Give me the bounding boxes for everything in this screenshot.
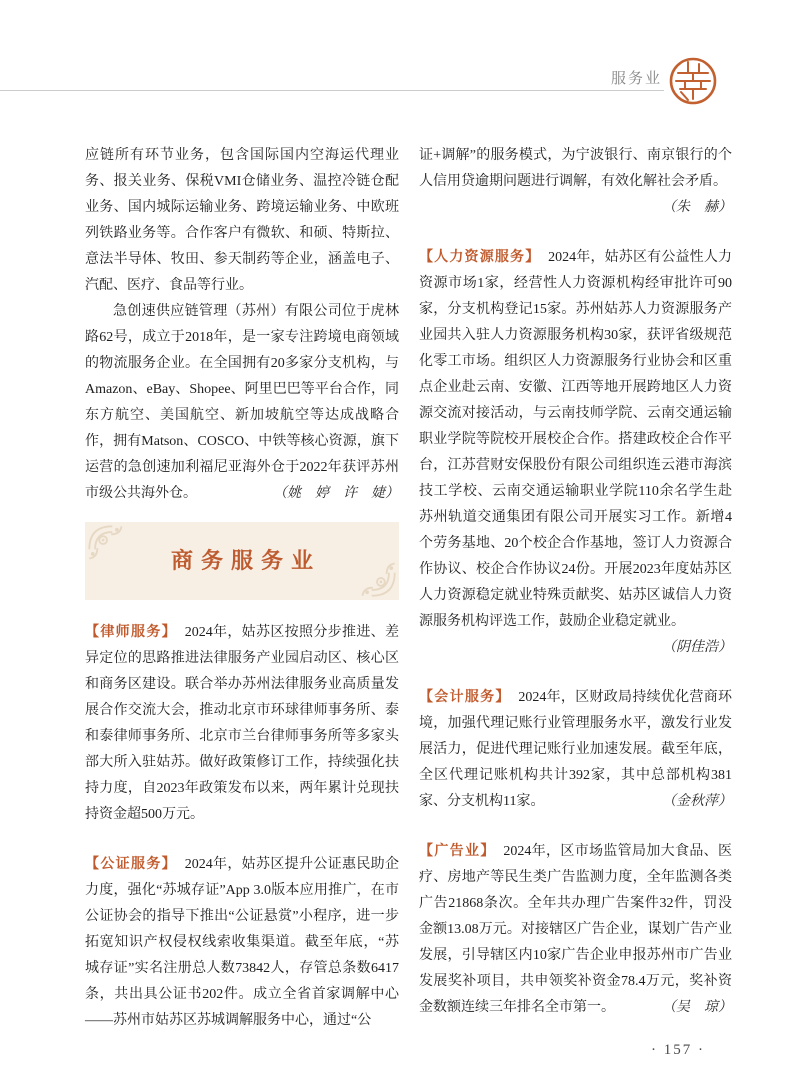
entry-text: 2024年，区市场监管局加大食品、医疗、房地产等民生类广告监测力度，全年监测各类广告21868条次。全年共办理广告案件32件，罚没金额13.08万元。对接辖区广告企业，谋划广告产业发展，引导辖区内10家广告企业申报苏州市广告业发展奖补项目，共申领奖补资金78.4万元，奖补资金数额连续三年排名全市第一。 bbox=[419, 844, 733, 1015]
running-title: 服务业 bbox=[610, 70, 662, 87]
entry-lawyer-services bbox=[85, 620, 399, 828]
paragraph-text: 证+调解”的服务模式，为宁波银行、南京银行的个人信用贷逾期问题进行调解，有效化解社会矛盾。 bbox=[419, 148, 732, 189]
entry-text: 2024年，区财政局持续优化营商环境，加强代理记账行业管理服务水平，激发行业发展活力，促进代理记账行业加速发展。截至年底，全区代理记账机构共计392家，其中总部机构381家、分支机构11家。 bbox=[419, 690, 733, 809]
corner-ornament-icon bbox=[87, 524, 133, 570]
header-rule bbox=[0, 90, 664, 91]
paragraph-text: 应链所有环节业务，包含国际国内空海运代理业务、报关业务、保税VMI仓储业务、温控冷链仓配业务、国内城际运输业务、跨境运输业务、中欧班列铁路业务等。合作客户有微软、和硕、特斯拉、意法半导体、牧田、参天制药等企业，涵盖电子、汽配、医疗、食品等行业。 bbox=[85, 148, 399, 293]
author-signature: （吴 琼） bbox=[662, 1000, 732, 1015]
entry-label: 【律师服务】 bbox=[85, 625, 177, 640]
page-number: · 157 · bbox=[651, 1042, 705, 1058]
chapter-seal-icon bbox=[668, 56, 718, 106]
corner-ornament-icon bbox=[351, 552, 397, 598]
right-column bbox=[419, 143, 732, 1021]
author-signature: （朱 赫） bbox=[662, 200, 732, 215]
left-column bbox=[85, 143, 399, 1034]
paragraph-continuation bbox=[85, 143, 399, 299]
section-title: 商务服务业 bbox=[170, 548, 321, 573]
author-signature: （金秋萍） bbox=[662, 794, 732, 809]
entry-label: 【公证服务】 bbox=[85, 857, 177, 872]
paragraph-company bbox=[85, 299, 399, 507]
entry-label: 【人力资源服务】 bbox=[419, 250, 541, 265]
entry-label: 【会计服务】 bbox=[419, 690, 511, 705]
author-signature: （阴佳浩） bbox=[662, 640, 732, 655]
entry-hr-services bbox=[419, 245, 732, 635]
paragraph-text: 急创速供应链管理（苏州）有限公司位于虎林路62号，成立于2018年，是一家专注跨境电商领域的物流服务企业。在全国拥有20多家分支机构，与Amazon、eBay、Shopee、阿里巴巴等平台合作，同东方航空、美国航空、新加坡航空等达成战略合作，拥有Matson、COSCO、中铁等核心资源，旗下运营的急创速加利福尼亚海外仓于2022年获评苏州市级公共海外仓。 bbox=[85, 304, 399, 501]
entry-advertising bbox=[419, 839, 732, 1021]
author-signature: （姚 婷 许 婕） bbox=[273, 486, 399, 501]
entry-text: 2024年，姑苏区有公益性人力资源市场1家，经营性人力资源机构经审批许可90家，分支机构登记15家。苏州姑苏人力资源服务产业园共入驻人力资源服务机构30家，获评省级规范化零工市场。组织区人力资源服务行业协会和区重点企业赴云南、安徽、江西等地开展跨地区人力资源交流对接活动，与云南技师学院、云南交通运输职业学院等院校开展校企合作。搭建政校企合作平台，江苏营财安保股份有限公司组织连云港市海滨技工学校、云南交通运输职业学院110余名学生赴苏州轨道交通集团有限公司开展实习工作。新增4个劳务基地、20个校企合作基地，签订人力资源合作协议、校企合作协议24份。开展2023年度姑苏区人力资源稳定就业特殊贡献奖、姑苏区诚信人力资源服务机构评选工作，鼓励企业稳定就业。 bbox=[419, 250, 733, 629]
paragraph-continuation bbox=[419, 143, 732, 195]
entry-text: 2024年，姑苏区提升公证惠民助企力度，强化“苏城存证”App 3.0版本应用推广，在市公证协会的指导下推出“公证悬赏”小程序，进一步拓宽知识产权侵权线索收集渠道。截至年底，“苏城存证”实名注册总人数73842人，存管总条数6417条，共出具公证书202件。成立全省首家调解中心——苏州市姑苏区苏城调解服务中心，通过“公 bbox=[85, 857, 400, 1028]
entry-label: 【广告业】 bbox=[419, 844, 496, 859]
entry-accounting-services bbox=[419, 685, 732, 815]
entry-text: 2024年，姑苏区按照分步推进、差异定位的思路推进法律服务产业园启动区、核心区和商务区建设。联合举办苏州法律服务业高质量发展合作交流大会，推动北京市环球律师事务所、泰和泰律师事务所、北京市兰台律师事务所等多家头部大所入驻姑苏。做好政策修订工作，持续强化扶持力度，自2023年政策发布以来，两年累计兑现扶持资金超500万元。 bbox=[85, 625, 400, 822]
section-box bbox=[85, 522, 399, 600]
entry-notary-services bbox=[85, 852, 399, 1034]
